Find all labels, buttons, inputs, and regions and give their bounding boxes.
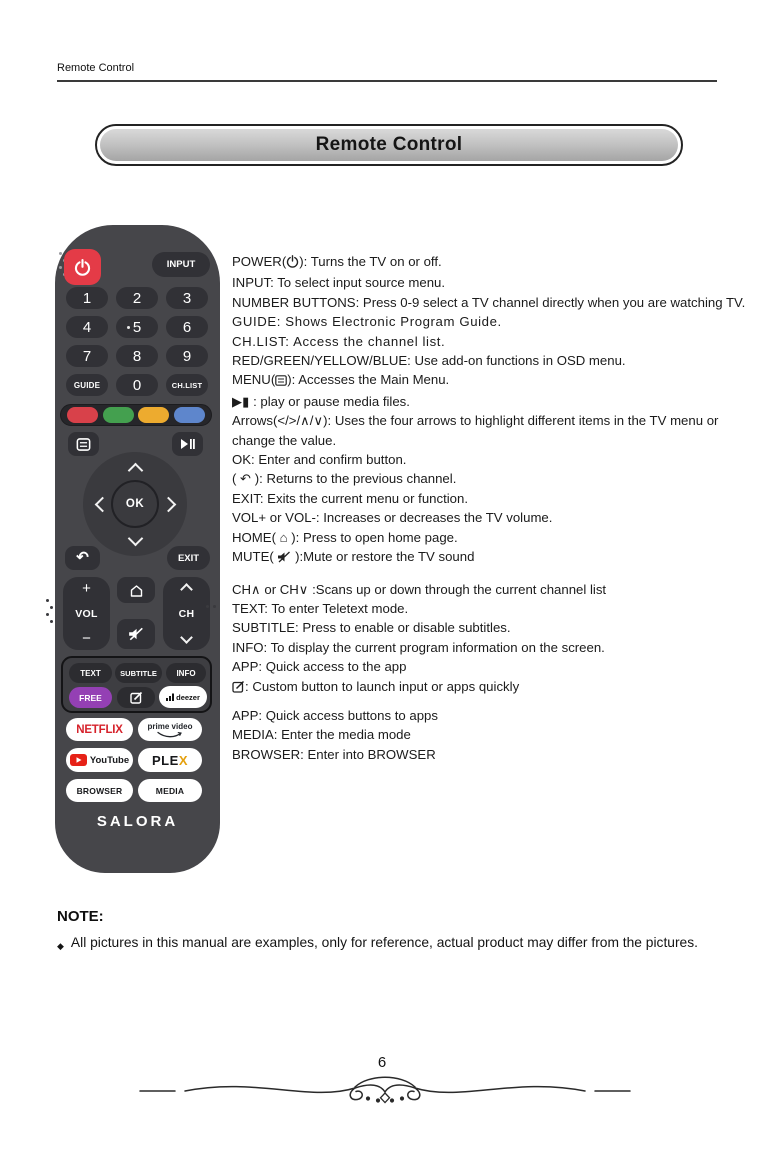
button-descriptions [232,252,764,764]
deezer-bars-icon [166,693,174,701]
note-text: All pictures in this manual are examples, only for reference, actual product may differ from the pictures. [70,935,698,950]
desc-playpause: ▶▮ : play or pause media files. [232,393,410,409]
mute-icon [277,549,291,568]
guide-button: GUIDE [66,374,108,396]
running-header: Remote Control [57,62,135,74]
mute-button [117,619,155,649]
back-button: ↶ [65,546,100,570]
power-icon [286,254,299,273]
digit-7-button: 7 [66,345,108,367]
red-key [67,407,98,423]
digit-5-button: 5 [116,316,158,338]
desc-power: POWER( ): Turns the TV on or off. [232,252,764,273]
desc-back: ( ↶ ): Returns to the previous channel. [232,471,457,487]
desc-menu: MENU( ): Accesses the Main Menu. [232,370,764,391]
plex-x-label: X [178,752,188,768]
media-button: MEDIA [138,779,202,802]
desc-browser: BROWSER: Enter into BROWSER [232,746,436,762]
desc-media: MEDIA: Enter the media mode [232,727,411,743]
exit-button: EXIT [167,546,210,570]
compose-icon [130,691,143,704]
desc-ok: OK: Enter and confirm button. [232,452,407,468]
page-number: 6 [377,1054,387,1071]
channel-rocker [163,577,210,650]
desc-ch: CH∧ or CH∨ :Scans up or down through the current channel list [232,581,607,597]
note-bullet: ◆ [57,941,64,951]
brand-logo: SALORA [96,813,179,830]
prime-video-label: prime video [147,722,193,731]
vol-minus: − [82,630,91,647]
youtube-play-icon [70,754,87,766]
desc-app2: APP: Quick access buttons to apps [232,707,438,723]
digit-3-button: 3 [166,287,208,309]
prime-smile-icon [157,731,183,738]
desc-custom: : Custom button to launch input or apps quickly [232,677,764,698]
ok-button: OK [111,480,159,528]
desc-info: INFO: To display the current program information on the screen. [232,639,605,655]
chlist-button: CH.LIST [166,374,208,396]
menu-icon [76,438,91,451]
deezer-label: deezer [176,692,200,702]
free-button: FREE [69,687,112,708]
info-button: INFO [166,663,206,683]
desc-chlist: CH.LIST: Access the channel list. [232,333,446,349]
custom-button [117,687,155,708]
digit-8-button: 8 [116,345,158,367]
home-button [117,577,155,603]
youtube-button [66,748,133,772]
ch-label: CH [178,607,195,620]
header-rule [57,80,717,82]
digit-2-button: 2 [116,287,158,309]
desc-teletext: TEXT: To enter Teletext mode. [232,600,409,616]
digit-6-button: 6 [166,316,208,338]
blue-key [174,407,205,423]
desc-mute: MUTE( ):Mute or restore the TV sound [232,547,764,568]
menu-icon [275,372,287,391]
desc-input: INPUT: To select input source menu. [232,275,446,291]
yellow-key [138,407,169,423]
remote-illustration [55,225,220,873]
play-pause-icon [180,439,195,449]
plex-label: PLE [152,752,179,768]
vol-plus: + [82,580,91,597]
desc-subtitle: SUBTITLE: Press to enable or disable subtitles. [232,620,511,636]
browser-button: BROWSER [66,779,133,802]
desc-home: HOME( ⌂ ): Press to open home page. [232,529,458,545]
text-button: TEXT [69,663,112,683]
chevron-up-icon [128,463,144,479]
chevron-right-icon [161,497,177,513]
play-pause-button [172,432,203,456]
desc-guide: GUIDE: Shows Electronic Program Guide. [232,314,502,330]
digit-9-button: 9 [166,345,208,367]
desc-number: NUMBER BUTTONS: Press 0-9 select a TV channel directly when you are watching TV. [232,294,746,310]
desc-app1: APP: Quick access to the app [232,659,407,675]
footer-flourish [130,1072,640,1110]
title-banner [95,124,683,166]
deezer-button [159,686,207,708]
function-group-box [61,656,212,713]
mute-icon [128,627,144,641]
desc-exit: EXIT: Exits the current menu or function. [232,490,469,506]
power-button [64,249,101,285]
color-keys-strip [60,404,212,426]
green-key [103,407,134,423]
chevron-down-icon [180,631,193,644]
desc-arrows: Arrows(</>/∧/∨): Uses the four arrows to highlight different items in the TV menu or change the value. [232,413,719,448]
desc-colorkeys: RED/GREEN/YELLOW/BLUE: Use add-on functions in OSD menu. [232,353,626,369]
digit-0-button: 0 [116,374,158,396]
home-icon [129,584,144,597]
chevron-left-icon [95,497,111,513]
menu-button [68,432,99,456]
power-icon [74,259,91,276]
plex-button [138,748,202,772]
note-body [57,933,712,957]
desc-vol: VOL+ or VOL-: Increases or decreases the TV volume. [232,510,553,526]
note-title: NOTE: [57,908,104,925]
prime-video-button [138,718,202,741]
input-button: INPUT [152,252,210,277]
page-title: Remote Control [100,129,678,161]
vol-label: VOL [75,607,98,620]
youtube-label: YouTube [89,754,130,766]
subtitle-button: SUBTITLE [115,663,162,683]
compose-icon [232,679,245,698]
dpad [83,452,187,556]
volume-rocker [63,577,110,650]
digit-4-button: 4 [66,316,108,338]
chevron-up-icon [180,583,193,596]
digit-1-button: 1 [66,287,108,309]
chevron-down-icon [128,531,144,547]
digit-5-nub [127,326,130,329]
netflix-button: NETFLIX [66,718,133,741]
